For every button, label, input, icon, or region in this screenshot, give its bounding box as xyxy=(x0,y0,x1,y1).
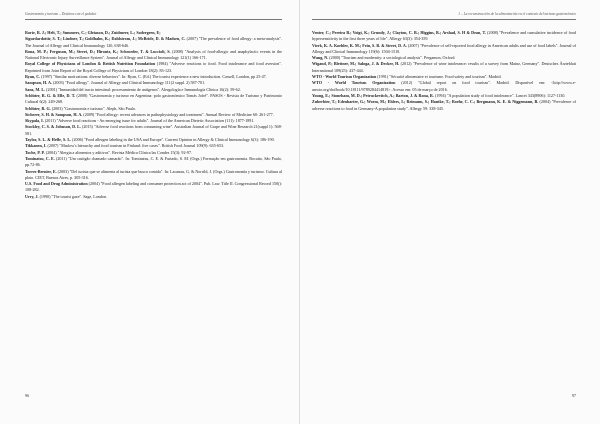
reference-authors: Rona, M. P.; Ferguson, M.; Street, D.; Hirontz, K.; Schroeder, T. & Luccioli, S. xyxy=(25,48,171,54)
reference-authors: Stockley, C. S. & Johnson, D. L. xyxy=(25,124,81,130)
reference-authors: Tikkanen, I. xyxy=(25,143,47,149)
reference-authors: WTO - World Tourism Organization xyxy=(312,80,396,86)
reference-authors: Sigurdardottir, S. T.; Lindner, T.; Goldhahn, K.; Dahlstrom, J.; McBride, D. & Madsen, C. xyxy=(25,36,186,42)
left-page-number: 96 xyxy=(25,393,30,398)
reference-details: (1984) "Adverse reactions to food. Food intolerance and food aversion". Reprinted from Joint Report of the Royal College of Physicians of London 18(2): 83-123. xyxy=(25,61,282,73)
reference-details: (2007) "The prevalence of food allergy: a meta-analysis". The Journal of Allergy and Clinical Immunology 120, 638-646. xyxy=(25,36,283,48)
reference-authors: Schlüter, R. G. & Elle, D. T. xyxy=(25,92,76,98)
reference-authors: Urry, J. xyxy=(25,193,39,199)
reference-authors: Ryan, C. xyxy=(25,74,41,80)
reference-details: (2008) "Gastronomía y turismo en Argentina: polo gastronómico Tomás Jofré". PASOS - Revista de Turismo y Patrimonio Cultural 6(2): 249-268. xyxy=(25,92,282,105)
reference-authors: Venter, C.; Pereira B.; Voigt, K.; Grundy, J.; Clayton, C. B.; Higgins, B.; Arshad, S. H & Dean, T. xyxy=(312,30,486,35)
reference-details: (2006) "Food allergen labeling in the USA and Europe". Current Opinion in Allergy & Clinical Immunology 6(3): 186-190. xyxy=(72,137,275,143)
reference-authors: Schlüter, R. G. xyxy=(25,105,51,111)
reference-authors: Vierk, K. A. Koehler, K. M.; Fein, S. B. & Street, D. A. xyxy=(312,42,407,48)
reference-entry xyxy=(25,124,282,137)
right-header-rule xyxy=(312,19,576,20)
reference-details: (2003) "Del turista que se alimenta al turista que busca comida". In: Lacanau, G. & Norrild, J. (Orgs.) Gastronomía y turismo. Cultura al plato. CIET, Buenos Aires, p. 305-316. xyxy=(25,168,282,180)
reference-details: (1991) "Sécurité alimentaire et tourisme. Food safety and tourism". Madrid. xyxy=(377,74,502,80)
reference-details: (2012) "Global report on food tourism". Madrid. Disponível em: <http://www.e-unwto.org/doi/book/10.18111/9789284414819>. Acesso em: 05 de março de 2016. xyxy=(312,80,576,92)
left-header-rule xyxy=(25,19,282,20)
reference-details: (2015) "Adverse food reactions from consuming wine". Australian Journal of Grape and Wine Research 21(suppl 1): 568-581. xyxy=(25,124,283,136)
reference-details: (2003) "Food allergy". Journal of Allergy and Clinical Immunology 111(2 suppl. 2) 587-701. xyxy=(53,80,206,86)
reference-details: (2007) "Prevalence of self-reported food allergy in American adults and use of food labels". Journal of Allergy and Clinical Immunology 119(6): 1504-1510. xyxy=(312,42,576,54)
right-reference-list xyxy=(312,30,576,112)
left-reference-list xyxy=(25,30,282,200)
reference-entry xyxy=(25,93,282,106)
reference-entry xyxy=(25,194,282,200)
right-page xyxy=(300,0,600,424)
right-running-head: 1 – La reconstrucción de la alimentación en el contexto del turismo gastronómico xyxy=(458,12,576,16)
reference-authors: Sampson, H. A. xyxy=(25,80,52,86)
reference-details: (2001) "Inmunidad del tracto intestinal: procesamiento de antígenos". Alergología e Inmunología Clínica 16(2): 59-62. xyxy=(46,86,241,92)
reference-authors: WTO - World Tourism Organization xyxy=(312,74,377,80)
reference-authors: Sicherer, S. H. & Sampson, H. A. xyxy=(25,111,83,117)
reference-details: (2007) "Maslow's hierarchy and food tourism in Finland: five cases". British Food Journal 109(9): 635-653. xyxy=(47,143,225,149)
reference-entry xyxy=(312,61,576,74)
reference-authors: Skypala, I. xyxy=(25,118,44,124)
reference-details: (2012) "Prevalence of wine intolerance: results of a survey from Mainz, Germany". Deutsches Ärzteblatt International 109(25): 437-444. xyxy=(312,61,576,73)
reference-details: (2000) "Tourism and modernity: a sociological analysis". Pergamon, Oxford. xyxy=(329,55,456,61)
reference-entry xyxy=(25,181,282,194)
reference-entry xyxy=(25,49,282,62)
reference-details: (2009) "Food allergy: recent advances in pathophysiology and treatment". Annual Review of Medicine 60: 261-277. xyxy=(83,111,274,117)
reference-details: (2008) "Analysis of food-allergic and anaphylactic events in the National Electronic Injury Surveillance System". Journal of Allergy and Clinical Immunology 121(1) 166-171. xyxy=(25,48,282,61)
reference-details: (2004) "Alergia a alimentos y aditivos". Revista Médica Clínica las Condes 15(3): 92-97. xyxy=(45,149,193,155)
reference-authors: Taylor, S. L. & Hefle, S. L. xyxy=(25,137,72,143)
reference-entry xyxy=(312,80,576,93)
reference-details: (2004) "Food allergen labeling and consumer protection act of 2004". Pub. Law. Title II. Congressional Record 150(): 108-282. xyxy=(25,181,282,193)
reference-details: (2003) "Gastronomía e turismo". Aleph, São Paulo. xyxy=(51,105,136,111)
reference-authors: Torres-Bernier, E. xyxy=(25,168,57,174)
reference-authors: Toche, P. P. xyxy=(25,149,45,155)
reference-details: (1994) "A population study of food intolerance". Lancet 343(8906): 1127-1130. xyxy=(434,92,566,98)
left-running-head: Gastronomía y turismo – Destinos con el paladar xyxy=(25,12,97,16)
reference-authors: Sanz, M. L. xyxy=(25,86,46,92)
reference-authors: Zuberbier, T.; Edenharter, G.; Worm, M.; Ehlers, I.; Reimann, S.; Hantke, T.; Roehr, C. C.; Bergmann, K. E. & Niggemann, B. xyxy=(312,99,539,105)
reference-entry xyxy=(312,99,576,112)
reference-details: (2011) "Adverse food reactions - An emerging issue for adults". Journal of the American Dietetic Association (111): 1877-1891. xyxy=(44,118,255,124)
reference-entry xyxy=(25,156,282,169)
reference-details: (2011) "Um castigão chamado camarão". In: Tominatsu, C. E. & Furtado, S. M. (Orgs.) Formação em gastronomia. Bocatto, São Paulo, pp.72-86. xyxy=(25,155,282,168)
reference-details: (2004) "Prevalence of adverse reactions to food in Germany-A population study". Allergy 59: 338-345. xyxy=(312,99,576,111)
reference-authors: Tominatsu, C. E. xyxy=(25,155,55,161)
reference-authors: Rorie, R. J.; Helt, T.; Summers, C.; Gleiason, D.; Zuidmeer, L.; Sodergren, E; xyxy=(25,30,161,35)
reference-authors: Wang, N. xyxy=(312,55,329,61)
right-page-number: 97 xyxy=(571,393,576,398)
reference-details: (1997) "Similar motivations: diverse behaviors". In: Ryan, C. (Ed.) The tourist experience a new introduction. Cassell, London, pp 25-47. xyxy=(41,74,267,80)
reference-details: (1990) "The tourist gaze". Sage, London. xyxy=(39,193,108,199)
reference-authors: U.S. Food and Drug Administration xyxy=(25,181,88,187)
reference-entry xyxy=(312,43,576,56)
reference-authors: Royal College of Physicians of London & British Nutrition Foundation xyxy=(25,61,156,67)
reference-authors: Young, E.; Stoneham, M. D.; Petruckevitch, A.; Barton, J. & Rona, R. xyxy=(312,92,434,98)
reference-entry xyxy=(25,169,282,182)
reference-entry xyxy=(25,36,282,49)
reference-entry xyxy=(312,30,576,43)
reference-authors: Wigand, P.; Blettner, M.; Saloga, J. & Decker, H. xyxy=(312,61,400,67)
reference-details: (2008) "Prevalence and cumulative incidence of food hypersensitivity in the first three years of life". Allergy 63(3): 354-359. xyxy=(312,30,576,42)
reference-entry xyxy=(25,61,282,74)
